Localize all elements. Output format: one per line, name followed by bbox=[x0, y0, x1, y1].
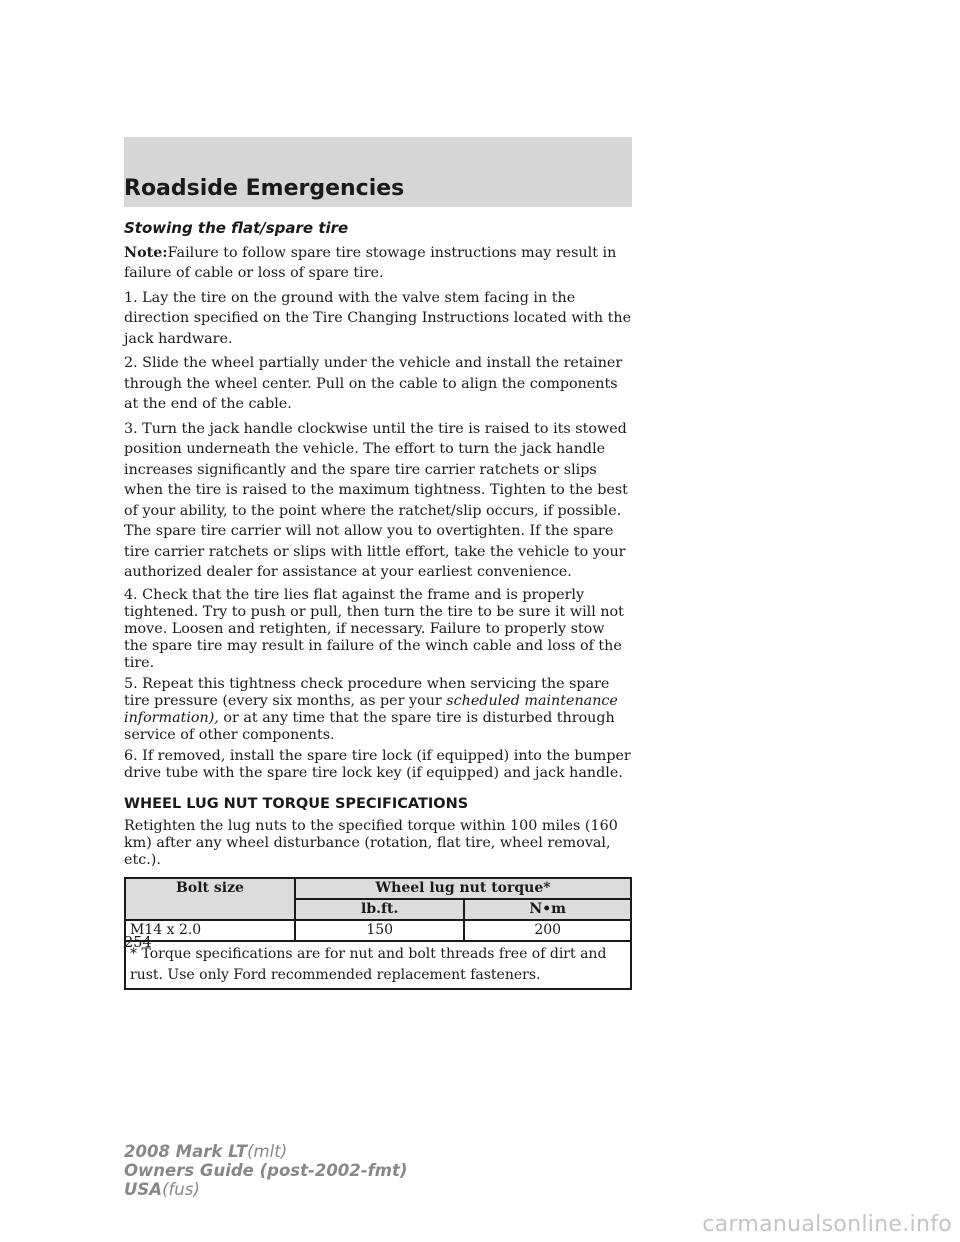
footer-market: USA bbox=[124, 1180, 163, 1199]
stowing-heading: Stowing the flat/spare tire bbox=[124, 219, 349, 237]
page-content bbox=[124, 218, 632, 990]
footer-line-2 bbox=[124, 1161, 407, 1180]
step-1: 1. Lay the tire on the ground with the valve stem facing in the direction specified on the Tire Changing Instructions located with the jack hardware. bbox=[124, 289, 632, 347]
footer-model: 2008 Mark LT bbox=[124, 1142, 248, 1161]
torque-table bbox=[124, 877, 632, 990]
col-bolt-size: Bolt size bbox=[125, 878, 295, 920]
note-label: Note: bbox=[124, 244, 168, 261]
step-3: 3. Turn the jack handle clockwise until the tire is raised to its stowed position underneath the vehicle. The effort to turn the jack handle increases significantly and the spare tire carrier ratchets or slips when the tire is raised to the maximum tightness. Tighten to the best of your ability, to the point where the ratchet/slip occurs, if possible. The spare tire carrier will not allow you to overtighten. If the spare tire carrier ratchets or slips with little effort, take the vehicle to your authorized dealer for assistance at your earliest convenience. bbox=[124, 420, 628, 580]
table-row bbox=[125, 920, 631, 941]
footer-line-3 bbox=[124, 1180, 407, 1199]
cell-nm: 200 bbox=[464, 920, 631, 941]
step-5-text-b: or at any time that the spare tire is disturbed through service of other components. bbox=[124, 709, 615, 743]
table-footnote: * Torque specifications are for nut and bolt threads free of dirt and rust. Use only Ford recommended replacement fasteners. bbox=[125, 941, 631, 989]
torque-intro: Retighten the lug nuts to the specified torque within 100 miles (160 km) after any wheel disturbance (rotation, flat tire, wheel removal, etc.). bbox=[124, 818, 618, 868]
step-4: 4. Check that the tire lies flat against the frame and is properly tightened. Try to push or pull, then turn the tire to be sure it will not move. Loosen and retighten, if necessary. Failure to properly stow the spare tire may result in failure of the winch cable and loss of the tire. bbox=[124, 586, 624, 671]
step-2: 2. Slide the wheel partially under the vehicle and install the retainer through the wheel center. Pull on the cable to align the components at the end of the cable. bbox=[124, 355, 623, 412]
table-header-row bbox=[125, 878, 631, 899]
step-5-text-a: 5. Repeat this tightness check procedure when servicing the spare tire pressure (every six months, as per your bbox=[124, 675, 610, 709]
col-nm: N•m bbox=[464, 899, 631, 920]
footer-model-code: (mlt) bbox=[247, 1142, 288, 1161]
page-number: 254 bbox=[124, 935, 152, 951]
step-6: 6. If removed, install the spare tire lock (if equipped) into the bumper drive tube with the spare tire lock key (if equipped) and jack handle. bbox=[124, 747, 631, 781]
cell-lbft: 150 bbox=[295, 920, 464, 941]
note-text: Failure to follow spare tire stowage instructions may result in failure of cable or loss of spare tire. bbox=[124, 244, 617, 281]
footer-guide: Owners Guide (post-2002-fmt) bbox=[124, 1161, 408, 1180]
table-footnote-row bbox=[125, 941, 631, 989]
section-title: Roadside Emergencies bbox=[124, 176, 405, 201]
note-paragraph bbox=[124, 243, 632, 284]
step-5-reference: scheduled maintenance information), bbox=[124, 692, 618, 726]
site-watermark: carmanualsonline.info bbox=[702, 1212, 952, 1237]
document-footer bbox=[124, 1142, 407, 1199]
cell-bolt-size: M14 x 2.0 bbox=[125, 920, 295, 941]
torque-heading: WHEEL LUG NUT TORQUE SPECIFICATIONS bbox=[124, 795, 469, 812]
step-5 bbox=[124, 676, 632, 744]
col-lbft: lb.ft. bbox=[295, 899, 464, 920]
footer-market-code: (fus) bbox=[162, 1180, 200, 1199]
footer-line-1 bbox=[124, 1142, 407, 1161]
col-wheel-torque: Wheel lug nut torque* bbox=[295, 878, 631, 899]
